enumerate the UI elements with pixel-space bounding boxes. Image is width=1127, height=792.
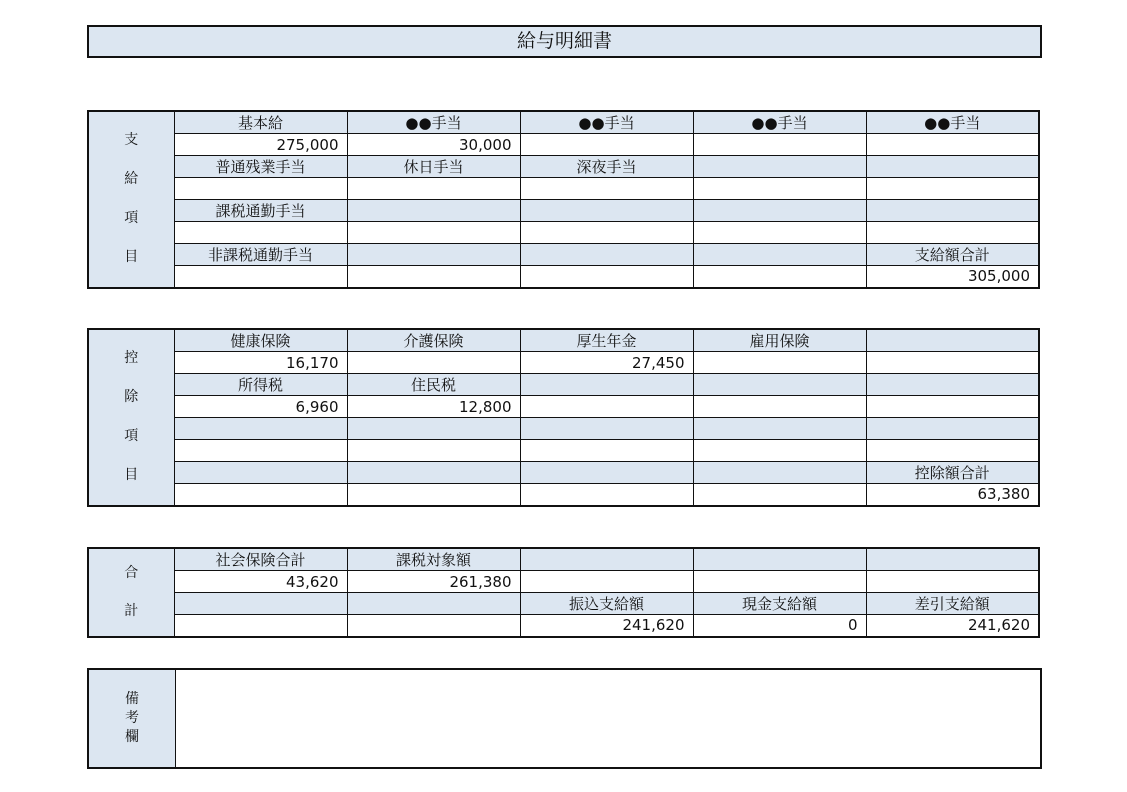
item-label-cell: 住民税 bbox=[347, 374, 520, 396]
item-value-cell[interactable] bbox=[174, 484, 347, 506]
item-label-cell bbox=[520, 548, 693, 571]
payments-side-label-char: 支 bbox=[124, 132, 139, 149]
item-label-cell bbox=[174, 462, 347, 484]
item-value-cell[interactable] bbox=[866, 352, 1039, 374]
payments-row bbox=[88, 222, 1039, 244]
item-label-cell: 社会保険合計 bbox=[174, 548, 347, 571]
item-value-cell[interactable]: 0 bbox=[693, 615, 866, 637]
payments-row bbox=[88, 111, 1039, 134]
item-value-cell[interactable]: 241,620 bbox=[866, 615, 1039, 637]
deductions-row bbox=[88, 374, 1039, 396]
item-value-cell[interactable]: 241,620 bbox=[520, 615, 693, 637]
item-value-cell[interactable] bbox=[693, 222, 866, 244]
item-value-cell[interactable] bbox=[174, 222, 347, 244]
item-label-cell: 健康保険 bbox=[174, 329, 347, 352]
item-label-cell: 基本給 bbox=[174, 111, 347, 134]
item-label-cell bbox=[174, 418, 347, 440]
item-value-cell[interactable] bbox=[520, 440, 693, 462]
item-label-cell bbox=[347, 593, 520, 615]
totals-table bbox=[87, 547, 1040, 638]
deductions-side-label bbox=[88, 329, 174, 506]
item-label-cell bbox=[866, 156, 1039, 178]
item-value-cell[interactable] bbox=[347, 484, 520, 506]
item-value-cell[interactable] bbox=[693, 571, 866, 593]
item-label-cell: ●●手当 bbox=[347, 111, 520, 134]
item-value-cell[interactable] bbox=[520, 178, 693, 200]
item-label-cell: 休日手当 bbox=[347, 156, 520, 178]
item-label-cell bbox=[520, 418, 693, 440]
payments-row bbox=[88, 266, 1039, 288]
item-label-cell: 課税通勤手当 bbox=[174, 200, 347, 222]
item-label-cell bbox=[866, 200, 1039, 222]
item-value-cell[interactable]: 43,620 bbox=[174, 571, 347, 593]
item-label-cell bbox=[347, 462, 520, 484]
item-value-cell[interactable]: 275,000 bbox=[174, 134, 347, 156]
item-value-cell[interactable]: 261,380 bbox=[347, 571, 520, 593]
item-value-cell[interactable] bbox=[866, 134, 1039, 156]
item-value-cell[interactable] bbox=[174, 615, 347, 637]
remarks-body[interactable] bbox=[176, 670, 1040, 767]
item-label-cell: 支給額合計 bbox=[866, 244, 1039, 266]
totals-side-label-char: 計 bbox=[124, 603, 139, 620]
payments-side-label bbox=[88, 111, 174, 288]
deductions-side-label-char: 除 bbox=[124, 389, 139, 406]
item-label-cell: 普通残業手当 bbox=[174, 156, 347, 178]
remarks-side-char: 考 bbox=[125, 710, 139, 726]
item-value-cell[interactable] bbox=[693, 178, 866, 200]
totals-row bbox=[88, 548, 1039, 571]
item-value-cell[interactable] bbox=[693, 440, 866, 462]
item-label-cell bbox=[866, 548, 1039, 571]
totals-side-label-char: 合 bbox=[124, 565, 139, 582]
item-label-cell bbox=[520, 200, 693, 222]
deductions-row bbox=[88, 329, 1039, 352]
deductions-side-label-char: 項 bbox=[124, 428, 139, 445]
item-value-cell[interactable] bbox=[693, 266, 866, 288]
item-value-cell[interactable]: 12,800 bbox=[347, 396, 520, 418]
deductions-table bbox=[87, 328, 1040, 507]
item-label-cell: 雇用保険 bbox=[693, 329, 866, 352]
deductions-side-label-char: 控 bbox=[124, 350, 139, 367]
payments-table bbox=[87, 110, 1040, 289]
item-value-cell[interactable] bbox=[693, 484, 866, 506]
remarks-side-char: 備 bbox=[125, 691, 139, 707]
item-value-cell[interactable]: 30,000 bbox=[347, 134, 520, 156]
item-value-cell[interactable] bbox=[347, 222, 520, 244]
item-label-cell: ●●手当 bbox=[866, 111, 1039, 134]
payments-row bbox=[88, 134, 1039, 156]
item-label-cell bbox=[174, 593, 347, 615]
deductions-row bbox=[88, 462, 1039, 484]
item-label-cell bbox=[866, 374, 1039, 396]
payments-side-label-char: 項 bbox=[124, 210, 139, 227]
payments-row bbox=[88, 244, 1039, 266]
remarks-side-char: 欄 bbox=[125, 729, 139, 745]
item-label-cell: 課税対象額 bbox=[347, 548, 520, 571]
item-label-cell bbox=[693, 244, 866, 266]
remarks-side-label bbox=[89, 670, 176, 767]
deductions-side-label-char: 目 bbox=[124, 467, 139, 484]
item-value-cell[interactable] bbox=[347, 615, 520, 637]
item-label-cell: ●●手当 bbox=[520, 111, 693, 134]
payments-row bbox=[88, 178, 1039, 200]
totals-row bbox=[88, 593, 1039, 615]
item-label-cell bbox=[520, 244, 693, 266]
item-value-cell[interactable] bbox=[174, 178, 347, 200]
item-value-cell[interactable]: 16,170 bbox=[174, 352, 347, 374]
item-value-cell[interactable] bbox=[693, 352, 866, 374]
item-label-cell bbox=[347, 418, 520, 440]
item-value-cell[interactable] bbox=[520, 266, 693, 288]
item-value-cell[interactable] bbox=[347, 266, 520, 288]
item-label-cell bbox=[520, 462, 693, 484]
deductions-row bbox=[88, 352, 1039, 374]
item-label-cell bbox=[693, 156, 866, 178]
item-value-cell[interactable]: 63,380 bbox=[866, 484, 1039, 506]
item-value-cell[interactable]: 6,960 bbox=[174, 396, 347, 418]
deductions-row bbox=[88, 396, 1039, 418]
item-label-cell bbox=[693, 548, 866, 571]
item-label-cell: 控除額合計 bbox=[866, 462, 1039, 484]
item-label-cell bbox=[866, 329, 1039, 352]
item-value-cell[interactable] bbox=[174, 440, 347, 462]
item-value-cell[interactable] bbox=[520, 396, 693, 418]
item-label-cell bbox=[693, 418, 866, 440]
item-value-cell[interactable] bbox=[693, 396, 866, 418]
item-label-cell: 深夜手当 bbox=[520, 156, 693, 178]
payments-side-label-char: 目 bbox=[124, 249, 139, 266]
item-value-cell[interactable] bbox=[520, 134, 693, 156]
payments-row bbox=[88, 156, 1039, 178]
payments-row bbox=[88, 200, 1039, 222]
deductions-row bbox=[88, 440, 1039, 462]
totals-row bbox=[88, 615, 1039, 637]
item-label-cell bbox=[693, 462, 866, 484]
item-label-cell bbox=[693, 200, 866, 222]
item-label-cell bbox=[693, 374, 866, 396]
item-label-cell bbox=[347, 200, 520, 222]
page-title: 給与明細書 bbox=[87, 25, 1042, 58]
item-value-cell[interactable] bbox=[866, 440, 1039, 462]
item-label-cell: 介護保険 bbox=[347, 329, 520, 352]
payments-side-label-char: 給 bbox=[124, 171, 139, 188]
item-value-cell[interactable]: 305,000 bbox=[866, 266, 1039, 288]
item-value-cell[interactable] bbox=[866, 222, 1039, 244]
item-value-cell[interactable] bbox=[520, 222, 693, 244]
remarks-section bbox=[87, 668, 1042, 769]
item-label-cell: ●●手当 bbox=[693, 111, 866, 134]
item-value-cell[interactable] bbox=[866, 571, 1039, 593]
item-label-cell bbox=[520, 374, 693, 396]
item-label-cell: 振込支給額 bbox=[520, 593, 693, 615]
item-label-cell: 現金支給額 bbox=[693, 593, 866, 615]
item-value-cell[interactable] bbox=[693, 134, 866, 156]
item-value-cell[interactable] bbox=[347, 440, 520, 462]
item-label-cell bbox=[347, 244, 520, 266]
item-value-cell[interactable] bbox=[347, 178, 520, 200]
deductions-row bbox=[88, 418, 1039, 440]
item-value-cell[interactable] bbox=[866, 396, 1039, 418]
item-value-cell[interactable] bbox=[174, 266, 347, 288]
item-value-cell[interactable] bbox=[520, 484, 693, 506]
totals-side-label bbox=[88, 548, 174, 637]
totals-row bbox=[88, 571, 1039, 593]
item-label-cell: 差引支給額 bbox=[866, 593, 1039, 615]
item-value-cell[interactable] bbox=[866, 178, 1039, 200]
item-label-cell bbox=[866, 418, 1039, 440]
deductions-row bbox=[88, 484, 1039, 506]
item-value-cell[interactable] bbox=[347, 352, 520, 374]
item-value-cell[interactable]: 27,450 bbox=[520, 352, 693, 374]
item-value-cell[interactable] bbox=[520, 571, 693, 593]
item-label-cell: 所得税 bbox=[174, 374, 347, 396]
item-label-cell: 非課税通勤手当 bbox=[174, 244, 347, 266]
item-label-cell: 厚生年金 bbox=[520, 329, 693, 352]
